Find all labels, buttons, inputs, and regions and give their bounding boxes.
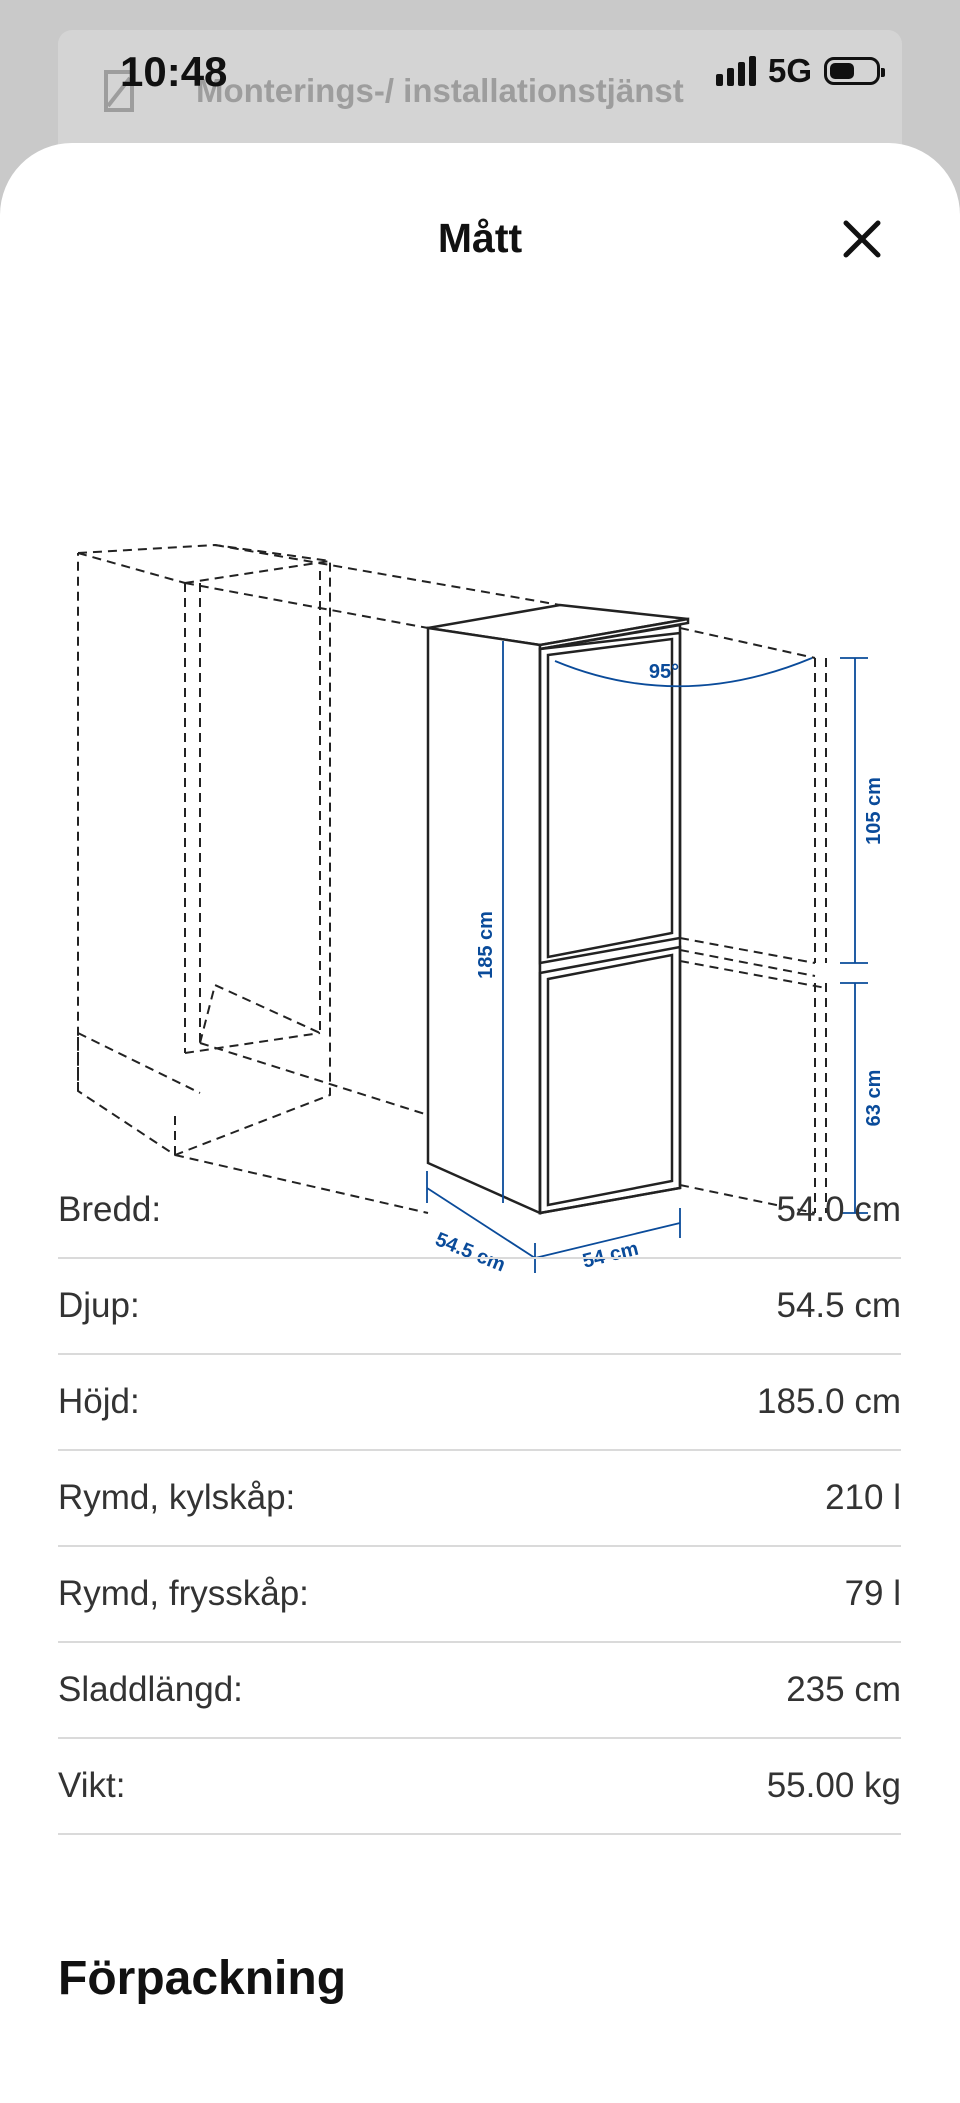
status-time: 10:48	[120, 48, 228, 95]
spec-row-depth	[58, 1259, 901, 1355]
width-label: 54 cm	[580, 1237, 641, 1273]
spec-label: Djup:	[58, 1286, 140, 1325]
lower-door-height-label: 63 cm	[863, 1069, 885, 1127]
depth-label: 54.5 cm	[432, 1228, 509, 1277]
spec-row-width	[58, 1163, 901, 1259]
spec-label: Rymd, frysskåp:	[58, 1574, 309, 1613]
spec-label: Rymd, kylskåp:	[58, 1478, 296, 1517]
packaging-section-title: Förpackning	[58, 1952, 347, 2005]
fridge-dimension-diagram	[0, 333, 960, 1293]
upper-door-height-label: 105 cm	[863, 777, 885, 845]
spec-row-freezer-volume	[58, 1547, 901, 1643]
spec-value: 235 cm	[786, 1670, 901, 1709]
sheet-title: Mått	[437, 215, 523, 261]
background-service-text: Monterings-/ installationstjänst	[196, 72, 684, 109]
signal-icon	[716, 56, 756, 86]
fridge-body	[428, 605, 688, 1213]
spec-value: 210 l	[825, 1478, 901, 1517]
spec-value: 54.0 cm	[776, 1190, 901, 1229]
spec-row-fridge-volume	[58, 1451, 901, 1547]
network-label: 5G	[767, 52, 812, 89]
total-height-label: 185 cm	[475, 911, 497, 979]
spec-value: 185.0 cm	[757, 1382, 901, 1421]
spec-row-weight	[58, 1739, 901, 1835]
spec-row-cord-length	[58, 1643, 901, 1739]
door-angle-label: 95°	[648, 661, 680, 683]
spec-row-height	[58, 1355, 901, 1451]
status-indicators	[716, 52, 880, 90]
battery-icon	[824, 57, 880, 85]
close-icon[interactable]	[836, 213, 888, 265]
spec-value: 55.00 kg	[766, 1766, 901, 1805]
spec-value: 54.5 cm	[776, 1286, 901, 1325]
dimensions-sheet	[0, 143, 960, 2103]
spec-value: 79 l	[844, 1574, 901, 1613]
spec-label: Sladdlängd:	[58, 1670, 243, 1709]
specs-list	[58, 1163, 901, 1835]
spec-label: Vikt:	[58, 1766, 126, 1805]
spec-label: Bredd:	[58, 1190, 162, 1229]
spec-label: Höjd:	[58, 1382, 140, 1421]
